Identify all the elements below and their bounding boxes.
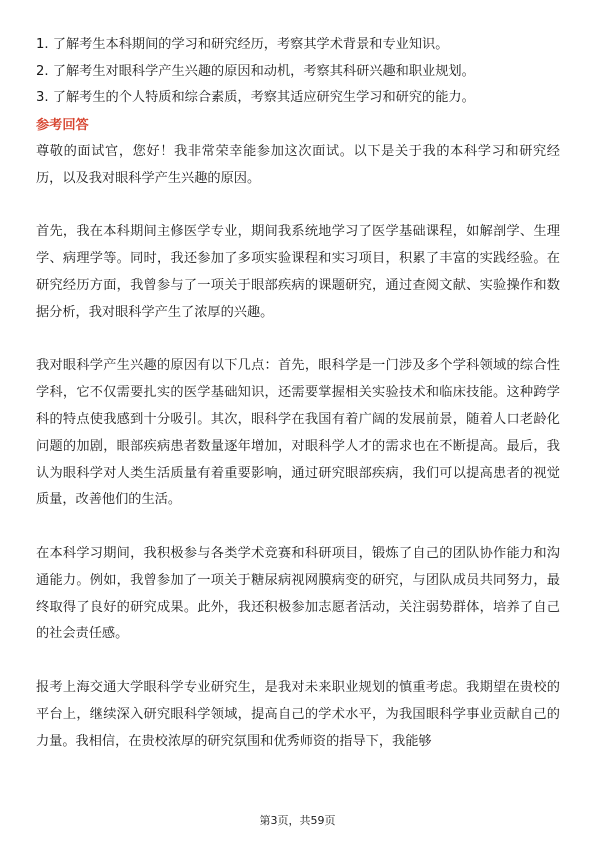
list-item-3: 3. 了解考生的个人特质和综合素质，考察其适应研究生学习和研究的能力。: [36, 90, 475, 105]
paragraph-career-plan: 报考上海交通大学眼科学专业研究生，是我对未来职业规划的慎重考虑。我期望在贵校的平台上，继续深入研究眼科学领域，提高自己的学术水平，为我国眼科学事业贡献自己的力量。我相信，在贵校浓厚的研究氛围和优秀师资的指导下，我能够: [36, 679, 560, 749]
page-footer: 第3页，共59页: [259, 814, 336, 827]
list-item-2: 2. 了解考生对眼科学产生兴趣的原因和动机，考察其科研兴趣和职业规划。: [36, 63, 475, 79]
paragraph-study-experience: 首先，我在本科期间主修医学专业，期间我系统地学习了医学基础课程，如解剖学、生理学、病理学等。同时，我还参加了多项实验课程和实习项目，积累了丰富的实践经验。在研究经历方面，我曾参与了一项关于眼部疾病的课题研究，通过查阅文献、实验操作和数据分析，我对眼科学产生了浓厚的兴趣。: [36, 224, 560, 320]
paragraph-greeting: 尊敬的面试官，您好！我非常荣幸能参加这次面试。以下是关于我的本科学习和研究经历，以及我对眼科学产生兴趣的原因。: [36, 144, 560, 186]
page-content: [36, 32, 560, 755]
paragraph-interest-reasons: 我对眼科学产生兴趣的原因有以下几点：首先，眼科学是一门涉及多个学科领域的综合性学科，它不仅需要扎实的医学基础知识，还需要掌握相关实验技术和临床技能。这种跨学科的特点使我感到十分吸引。其次，眼科学在我国有着广阔的发展前景，随着人口老龄化问题的加剧，眼部疾病患者数量逐年增加，对眼科学人才的需求也在不断提高。最后，我认为眼科学对人类生活质量有着重要影响，通过研究眼部疾病，我们可以提高患者的视觉质量，改善他们的生活。: [36, 358, 560, 508]
paragraph-activities: 在本科学习期间，我积极参与各类学术竞赛和科研项目，锻炼了自己的团队协作能力和沟通能力。例如，我曾参加了一项关于糖尿病视网膜病变的研究，与团队成员共同努力，最终取得了良好的研究成果。此外，我还积极参加志愿者活动，关注弱势群体，培养了自己的社会责任感。: [36, 545, 560, 642]
list-item-1: 1. 了解考生本科期间的学习和研究经历，考察其学术背景和专业知识。: [36, 37, 449, 52]
answer-heading: 参考回答: [36, 117, 89, 133]
